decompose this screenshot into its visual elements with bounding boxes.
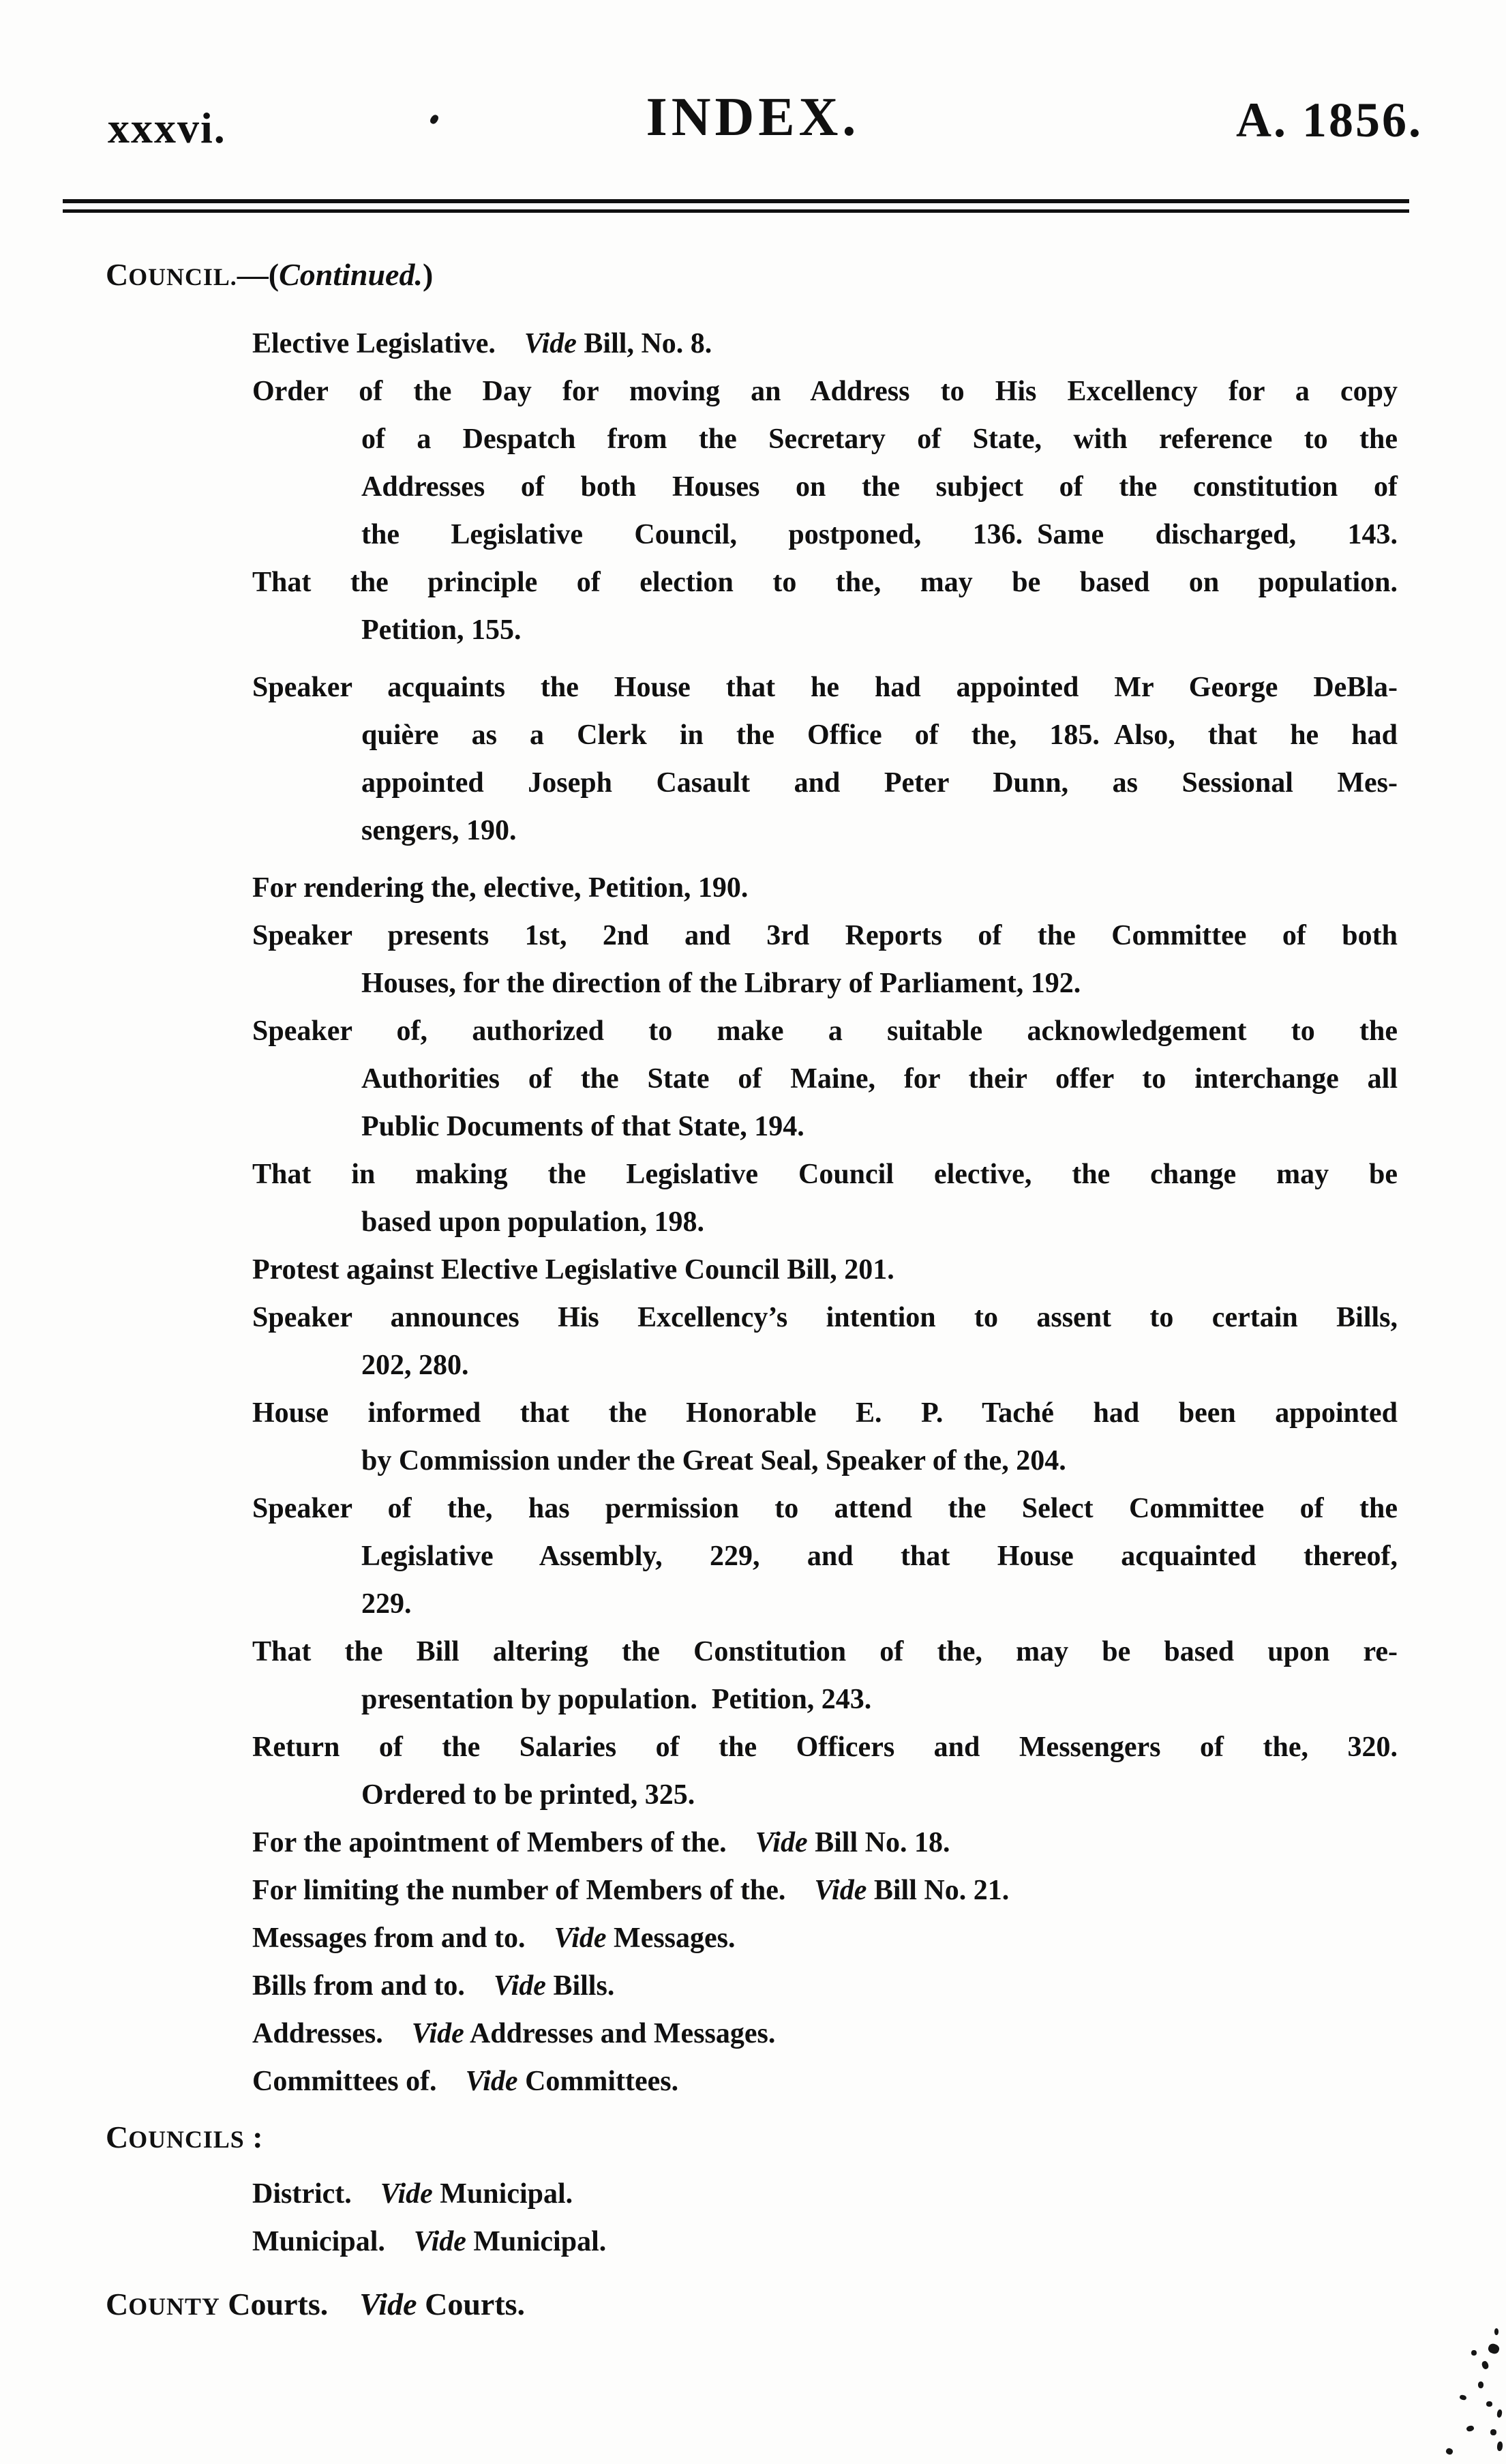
text-segment: C bbox=[106, 2287, 129, 2321]
entry-line bbox=[252, 2218, 1398, 2266]
entry-line bbox=[361, 1198, 1398, 1246]
entry-line bbox=[252, 1723, 1398, 1771]
text-segment: C bbox=[106, 2120, 129, 2154]
ink-speck bbox=[1496, 2441, 1503, 2452]
index-section bbox=[106, 2281, 1398, 2330]
text-segment: : bbox=[244, 2120, 263, 2154]
text-segment: —( bbox=[237, 257, 280, 292]
index-section bbox=[106, 2113, 1398, 2266]
entry-line bbox=[252, 2170, 1398, 2218]
index-entry bbox=[106, 2010, 1398, 2058]
entry-line bbox=[252, 1819, 1398, 1867]
index-entry bbox=[106, 912, 1398, 1007]
index-entry bbox=[106, 664, 1398, 855]
index-entry bbox=[106, 320, 1398, 368]
text-segment: Legislative Assembly, 229, and that House acquainted thereof, bbox=[361, 1541, 1398, 1572]
index-entry bbox=[106, 2218, 1398, 2266]
text-segment: ) bbox=[422, 257, 434, 292]
index-entry bbox=[106, 1628, 1398, 1723]
text-segment: Speaker presents 1st, 2nd and 3rd Reports of the Committee of both bbox=[252, 920, 1398, 951]
year-label: A. 1856. bbox=[1236, 93, 1423, 147]
text-segment: For the apointment of Members of the. bbox=[252, 1827, 755, 1858]
index-body bbox=[106, 251, 1398, 2337]
index-entry bbox=[106, 1294, 1398, 1389]
entry-line bbox=[361, 1437, 1398, 1485]
text-segment: OUNTY bbox=[128, 2293, 220, 2320]
text-segment: based upon population, 198. bbox=[361, 1206, 705, 1238]
text-segment: Bills from and to. bbox=[252, 1970, 494, 2002]
text-segment: That the Bill altering the Constitution of the, may be based upon re- bbox=[252, 1636, 1398, 1667]
entry-line bbox=[252, 1485, 1398, 1532]
ink-speck bbox=[429, 113, 440, 125]
index-entry bbox=[106, 1867, 1398, 1914]
entry-line bbox=[252, 2010, 1398, 2058]
vide-reference: Vide bbox=[524, 328, 577, 359]
index-entry bbox=[106, 1485, 1398, 1628]
entry-line bbox=[361, 960, 1398, 1007]
section-heading bbox=[106, 251, 1398, 301]
section-heading bbox=[106, 2113, 1398, 2163]
vide-reference: Vide bbox=[411, 2018, 464, 2049]
index-entry bbox=[106, 2058, 1398, 2105]
vide-reference: Vide bbox=[413, 2226, 466, 2257]
index-entry bbox=[106, 1723, 1398, 1819]
ink-speck bbox=[1478, 2381, 1484, 2388]
text-segment: For rendering the, elective, Petition, 190. bbox=[252, 872, 749, 904]
ink-speck bbox=[1471, 2350, 1477, 2356]
index-entry bbox=[106, 559, 1398, 654]
text-segment: OUNCIL. bbox=[128, 263, 237, 291]
text-segment: the Legislative Council, postponed, 136. Same discharged, 143. bbox=[361, 519, 1398, 550]
text-segment: quière as a Clerk in the Office of the, 185. Also, that he had bbox=[361, 719, 1398, 751]
text-segment: Bill No. 18. bbox=[807, 1827, 950, 1858]
text-segment: Speaker of the, has permission to attend the Select Committee of the bbox=[252, 1493, 1398, 1524]
text-segment: Municipal. bbox=[432, 2178, 573, 2210]
text-segment: Bill No. 21. bbox=[867, 1875, 1010, 1906]
ink-speck bbox=[1496, 2409, 1503, 2418]
text-segment: C bbox=[106, 257, 129, 292]
text-segment: Municipal. bbox=[466, 2226, 607, 2257]
text-segment: Bill, No. 8. bbox=[576, 328, 712, 359]
entry-line bbox=[252, 1389, 1398, 1437]
text-segment: Addresses of both Houses on the subject of the constitution of bbox=[361, 471, 1398, 503]
entry-line bbox=[252, 1007, 1398, 1055]
text-segment: Speaker announces His Excellency’s intention to assent to certain Bills, bbox=[252, 1302, 1398, 1333]
index-entry bbox=[106, 864, 1398, 912]
entry-line bbox=[252, 1294, 1398, 1341]
ink-speck bbox=[1494, 2328, 1499, 2335]
index-entry bbox=[106, 368, 1398, 559]
entry-line bbox=[252, 1151, 1398, 1198]
text-segment: Committees. bbox=[517, 2066, 679, 2097]
entry-line bbox=[252, 912, 1398, 960]
ink-speck bbox=[1487, 2343, 1501, 2356]
entry-line bbox=[361, 1771, 1398, 1819]
entry-line bbox=[252, 1628, 1398, 1676]
text-segment: Speaker acquaints the House that he had appointed Mr George DeBla- bbox=[252, 672, 1398, 703]
entry-line bbox=[252, 664, 1398, 711]
text-segment: Addresses and Messages. bbox=[464, 2018, 776, 2049]
page-number: xxxvi. bbox=[108, 104, 226, 152]
index-entry bbox=[106, 1914, 1398, 1962]
text-segment: That the principle of election to the, may be based on population. bbox=[252, 567, 1398, 598]
ink-speck bbox=[1466, 2425, 1475, 2433]
ink-speck bbox=[1481, 2360, 1490, 2370]
text-segment: Petition, 155. bbox=[361, 614, 522, 646]
entry-line bbox=[361, 1676, 1398, 1723]
text-segment: Bills. bbox=[545, 1970, 615, 2002]
vide-reference: Vide bbox=[755, 1827, 808, 1858]
text-segment: appointed Joseph Casault and Peter Dunn, as Sessional Mes- bbox=[361, 767, 1398, 799]
text-segment: presentation by population. Petition, 243. bbox=[361, 1684, 872, 1715]
vide-reference: Vide bbox=[814, 1875, 867, 1906]
text-segment: Speaker of, authorized to make a suitable acknowledgement to the bbox=[252, 1015, 1398, 1047]
text-segment: Houses, for the direction of the Library of Parliament, 192. bbox=[361, 968, 1081, 999]
index-entry bbox=[106, 1151, 1398, 1246]
page-title: INDEX. bbox=[646, 87, 860, 147]
text-segment: Courts. bbox=[220, 2287, 360, 2321]
ink-speck bbox=[1486, 2401, 1492, 2407]
vide-reference: Vide bbox=[359, 2287, 417, 2321]
entry-line bbox=[252, 1914, 1398, 1962]
index-entry bbox=[106, 1819, 1398, 1867]
entry-line bbox=[252, 2058, 1398, 2105]
entry-line bbox=[252, 1867, 1398, 1914]
section-heading bbox=[106, 2281, 1398, 2330]
entry-line bbox=[361, 511, 1398, 559]
text-segment: Protest against Elective Legislative Council Bill, 201. bbox=[252, 1254, 894, 1286]
text-segment: Messages. bbox=[606, 1923, 736, 1954]
entry-line bbox=[361, 1341, 1398, 1389]
entry-line bbox=[361, 1580, 1398, 1628]
text-segment: Public Documents of that State, 194. bbox=[361, 1111, 804, 1142]
vide-reference: Vide bbox=[493, 1970, 546, 2002]
index-entry bbox=[106, 1389, 1398, 1485]
entry-line bbox=[361, 463, 1398, 511]
entry-line bbox=[252, 1246, 1398, 1294]
text-segment: District. bbox=[252, 2178, 380, 2210]
index-section bbox=[106, 251, 1398, 2105]
text-segment: OUNCILS bbox=[128, 2126, 245, 2153]
text-segment: That in making the Legislative Council elective, the change may be bbox=[252, 1159, 1398, 1190]
text-segment: 229. bbox=[361, 1588, 412, 1620]
text-segment: Courts. bbox=[417, 2287, 526, 2321]
entry-line bbox=[361, 759, 1398, 807]
entry-line bbox=[252, 559, 1398, 606]
text-segment: Elective Legislative. bbox=[252, 328, 524, 359]
entry-line bbox=[361, 606, 1398, 654]
ink-speck bbox=[1445, 2447, 1454, 2455]
index-entry bbox=[106, 1962, 1398, 2010]
text-segment: Order of the Day for moving an Address to His Excellency for a copy bbox=[252, 376, 1398, 407]
entry-line bbox=[361, 711, 1398, 759]
entry-line bbox=[361, 415, 1398, 463]
text-segment: For limiting the number of Members of the. bbox=[252, 1875, 815, 1906]
text-segment: by Commission under the Great Seal, Speaker of the, 204. bbox=[361, 1445, 1066, 1476]
index-entry bbox=[106, 2170, 1398, 2218]
text-segment: House informed that the Honorable E. P. Taché had been appointed bbox=[252, 1397, 1398, 1429]
ink-speck bbox=[1490, 2429, 1496, 2435]
text-segment: Municipal. bbox=[252, 2226, 414, 2257]
text-segment: 202, 280. bbox=[361, 1350, 469, 1381]
text-segment: sengers, 190. bbox=[361, 815, 517, 846]
text-segment: Ordered to be printed, 325. bbox=[361, 1779, 695, 1811]
vide-reference: Vide bbox=[380, 2178, 433, 2210]
text-segment: Return of the Salaries of the Officers and Messengers of the, 320. bbox=[252, 1732, 1398, 1763]
vide-reference: Vide bbox=[465, 2066, 518, 2097]
entry-line bbox=[361, 1055, 1398, 1103]
text-segment: Committees of. bbox=[252, 2066, 466, 2097]
entry-line bbox=[252, 1962, 1398, 2010]
index-entry bbox=[106, 1007, 1398, 1151]
text-segment: of a Despatch from the Secretary of State, with reference to the bbox=[361, 424, 1398, 455]
text-segment: Addresses. bbox=[252, 2018, 412, 2049]
entry-line bbox=[361, 807, 1398, 855]
index-entry bbox=[106, 1246, 1398, 1294]
text-segment: Messages from and to. bbox=[252, 1923, 554, 1954]
vide-reference: Continued. bbox=[279, 257, 423, 292]
entry-line bbox=[361, 1103, 1398, 1151]
entry-line bbox=[361, 1532, 1398, 1580]
entry-line bbox=[252, 368, 1398, 415]
entry-line bbox=[252, 864, 1398, 912]
double-rule bbox=[63, 199, 1409, 213]
text-segment: Authorities of the State of Maine, for their offer to interchange all bbox=[361, 1063, 1398, 1095]
entry-line bbox=[252, 320, 1398, 368]
vide-reference: Vide bbox=[554, 1923, 607, 1954]
ink-speck bbox=[1459, 2394, 1466, 2401]
